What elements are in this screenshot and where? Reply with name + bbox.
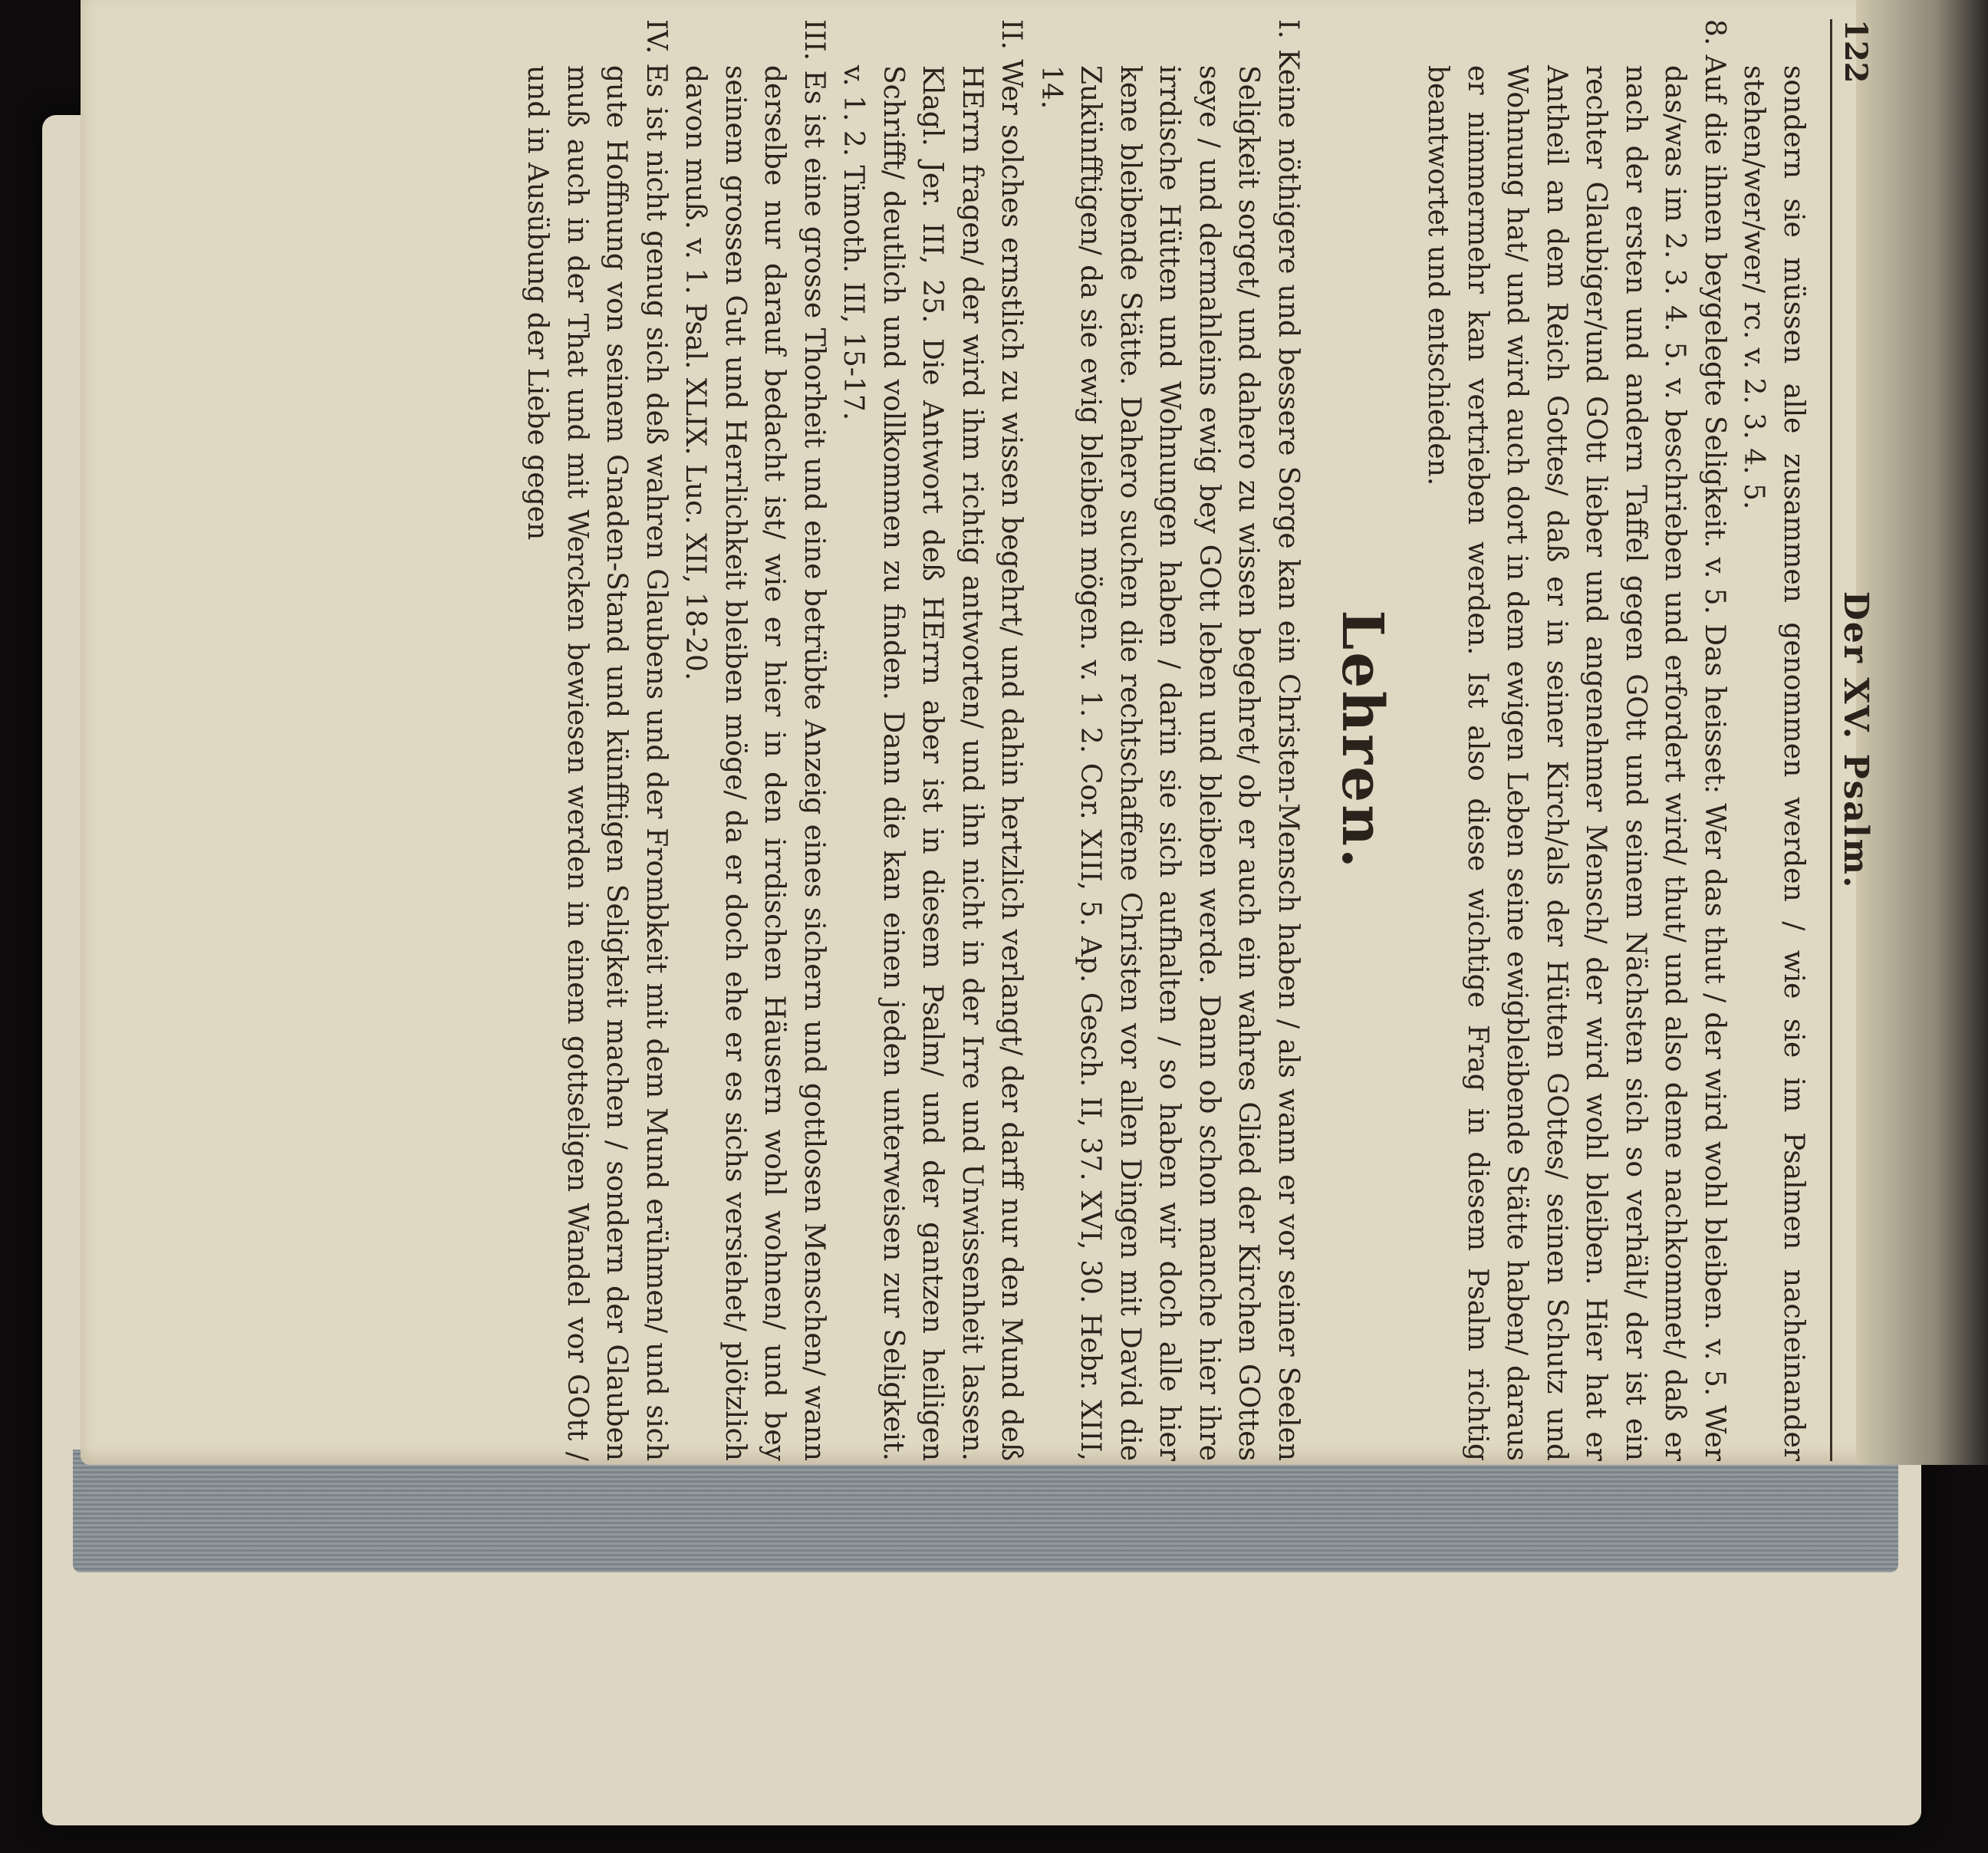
paragraph: I. Keine nöthigere und bessere Sorge kan ein Christen-Mensch haben / als wann er vor seiner Seelen Seligkeit sorget/ und dahero zu wissen begehret/ ob er auch ein wahres Glied der Kirchen GOttes seye / und dermahleins ewig bey GOtt leben und bleiben werde. Dann ob schon manche hier ihre irrdische Hütten und Wohnungen haben / darin sie sich aufhalten / so haben wir doch alle hier kene bleibende Stätte. Dahero suchen die rechtschaffene Christen vor allen Dingen mit David die Zukünfftigen/ da sie ewig bleiben mögen. v. 1. 2. Cor. XIII, 5. Ap. Gesch. II, 37. XVI, 30. Hebr. XIII, 14. — [1035, 19, 1304, 1461]
paragraph: II. Wer solches ernstlich zu wissen begehrt/ und dahin hertzlich verlangt/ der darff nur den Mund deß HErrn fragen/ der wird ihm richtig antworten/ und ihn nicht in der Irre und Unwissenheit lassen. Klagl. Jer. III, 25. Die Antwort deß HErrn aber ist in diesem Psalm/ und der gantzen heiligen Schrifft/ deutlich und vollkommen zu finden. Dann die kan einen jeden unterweisen zur Seligkeit. v. 1. 2. Timoth. III, 15-17. — [838, 19, 1028, 1461]
paragraph: III. Es ist eine grosse Thorheit und eine betrübte Anzeig eines sichern und gottlosen Menschen/ wann derselbe nur darauf bedacht ist/ wie er hier in den irrdischen Häusern wohl wohnen/ und bey seinem grossen Gut und Herrlichkeit bleiben möge/ da er doch ehe er es sichs versiehet/ plötzlich davon muß. v. 1. Psal. XLIX. Luc. XII, 18-20. — [680, 19, 830, 1461]
page-edges — [73, 1450, 1898, 1572]
running-title: Der XV. Psalm. — [1836, 591, 1875, 890]
page-header — [1830, 19, 1878, 1461]
page-text — [137, 19, 1878, 1461]
page-number: 122 — [1838, 19, 1874, 84]
paragraph: IV. Es ist nicht genug sich deß wahren Glaubens und der Frombkeit mit dem Mund erühmen/ und sich gute Hoffnung von seinem Gnaden-Stand und künfftigen Seligkeit machen / sondern der Glauben muß auch in der That und mit Wercken bewiesen werden in einem gottseligen Wandel vor GOtt / und in Ausübung der Liebe gegen — [522, 19, 672, 1461]
section-heading: Lehren. — [1329, 610, 1395, 871]
paragraph: sondern sie müssen alle zusammen genommen werden / wie sie im Psalmen nacheinander stehen/wer/wer/ rc. v. 2. 3. 4. 5. — [1738, 65, 1809, 1461]
paragraph: 8. Auf die ihnen beygelegte Seligkeit. v. 5. Das heisset: Wer das thut / der wird wohl bleiben. v. 5. Wer das/was im 2. 3. 4. 5. v. beschrieben und erfordert wird/ thut/ und also deme nachkommet/ daß er nach der ersten und andern Taffel gegen GOtt und seinem Nächsten sich so verhält/ der ist ein rechter Glaubiger/und GOtt lieber und angenehmer Mensch/ der wird wohl bleiben. Hier hat er Antheil an dem Reich Gottes/ daß er in seiner Kirch/als der Hütten GOttes/ seinen Schutz und Wohnung hat/ und wird auch dort in dem ewigen Leben seine ewigbleibende Stätte haben/ daraus er nimmermehr kan vertrieben werden. Ist also diese wichtige Frag in diesem Psalm richtig beantwortet und entschieden. — [1422, 19, 1730, 1461]
